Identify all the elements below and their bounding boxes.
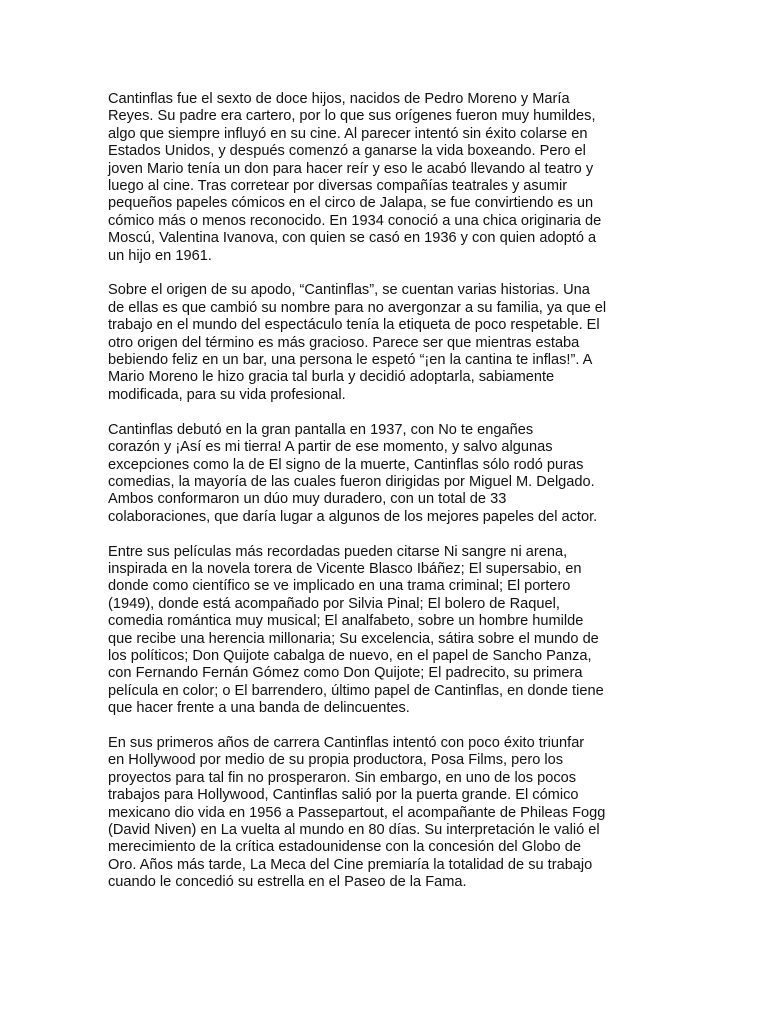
text-line: con Fernando Fernán Gómez como Don Quijote; El padrecito, su primera	[108, 665, 583, 682]
text-line: proyectos para tal fin no prosperaron. Sin embargo, en uno de los pocos	[108, 769, 577, 786]
paragraph-1	[108, 91, 668, 265]
text-line: los políticos; Don Quijote cabalga de nuevo, en el papel de Sancho Panza,	[108, 647, 592, 664]
text-line: Estados Unidos, y después comenzó a ganarse la vida boxeando. Pero el	[108, 143, 586, 160]
text-line: Cantinflas debutó en la gran pantalla en 1937, con No te engañes	[108, 421, 534, 438]
paragraph-2	[108, 282, 668, 404]
text-line: algo que siempre influyó en su cine. Al parecer intentó sin éxito colarse en	[108, 125, 588, 142]
text-line: cuando le concedió su estrella en el Paseo de la Fama.	[108, 874, 467, 891]
text-line: cómico más o menos reconocido. En 1934 conoció a una chica originaria de	[108, 212, 602, 229]
text-line: en Hollywood por medio de su propia productora, Posa Films, pero los	[108, 752, 564, 769]
text-line: Oro. Años más tarde, La Meca del Cine premiaría la totalidad de su trabajo	[108, 856, 593, 873]
text-line: que hacer frente a una banda de delincuentes.	[108, 700, 410, 717]
text-line: comedias, la mayoría de las cuales fueron dirigidas por Miguel M. Delgado.	[108, 473, 595, 490]
text-line: inspirada en la novela torera de Vicente Blasco Ibáñez; El supersabio, en	[108, 560, 582, 577]
text-line: mexicano dio vida en 1956 a Passepartout, el acompañante de Phileas Fogg	[108, 804, 606, 821]
paragraph-3	[108, 422, 668, 526]
text-line: En sus primeros años de carrera Cantinflas intentó con poco éxito triunfar	[108, 734, 585, 751]
text-line: un hijo en 1961.	[108, 247, 212, 264]
text-line: Mario Moreno le hizo gracia tal burla y decidió adoptarla, sabiamente	[108, 369, 555, 386]
text-line: luego al cine. Tras corretear por diversas compañías teatrales y asumir	[108, 178, 568, 195]
text-line: pequeños papeles cómicos en el circo de Jalapa, se fue convirtiendo es un	[108, 195, 594, 212]
document-body	[108, 91, 668, 909]
text-line: Cantinflas fue el sexto de doce hijos, nacidos de Pedro Moreno y María	[108, 91, 570, 107]
text-line: trabajos para Hollywood, Cantinflas salió por la puerta grande. El cómico	[108, 787, 579, 804]
paragraph-5	[108, 735, 668, 892]
text-line: bebiendo feliz en un bar, una persona le espetó “¡en la cantina te inflas!”. A	[108, 352, 593, 369]
text-line: Moscú, Valentina Ivanova, con quien se casó en 1936 y con quien adoptó a	[108, 230, 597, 247]
text-line: donde como científico se ve implicado en una trama criminal; El portero	[108, 578, 571, 595]
text-line: modificada, para su vida profesional.	[108, 386, 346, 403]
text-line: Ambos conformaron un dúo muy duradero, con un total de 33	[108, 491, 507, 508]
text-line: que recibe una herencia millonaria; Su excelencia, sátira sobre el mundo de	[108, 630, 599, 647]
text-line: (1949), donde está acompañado por Silvia Pinal; El bolero de Raquel,	[108, 595, 560, 612]
text-line: merecimiento de la crítica estadounidense con la concesión del Globo de	[108, 839, 581, 856]
text-line: trabajo en el mundo del espectáculo tenía la etiqueta de poco respetable. El	[108, 317, 600, 334]
text-line: Sobre el origen de su apodo, “Cantinflas”, se cuentan varias historias. Una	[108, 282, 590, 299]
text-line: Entre sus películas más recordadas pueden citarse Ni sangre ni arena,	[108, 543, 568, 560]
paragraph-4	[108, 544, 668, 718]
text-line: de ellas es que cambió su nombre para no avergonzar a su familia, ya que el	[108, 299, 607, 316]
text-line: otro origen del término es más gracioso. Parece ser que mientras estaba	[108, 334, 580, 351]
text-line: excepciones como la de El signo de la muerte, Cantinflas sólo rodó puras	[108, 456, 584, 473]
text-line: película en color; o El barrendero, último papel de Cantinflas, en donde tiene	[108, 682, 604, 699]
text-line: Reyes. Su padre era cartero, por lo que sus orígenes fueron muy humildes,	[108, 108, 596, 125]
text-line: comedia romántica muy musical; El analfabeto, sobre un hombre humilde	[108, 613, 584, 630]
text-line: corazón y ¡Así es mi tierra! A partir de ese momento, y salvo algunas	[108, 439, 553, 456]
text-line: colaboraciones, que daría lugar a algunos de los mejores papeles del actor.	[108, 508, 598, 525]
text-line: (David Niven) en La vuelta al mundo en 80 días. Su interpretación le valió el	[108, 822, 600, 838]
text-line: joven Mario tenía un don para hacer reír y eso le acabó llevando al teatro y	[108, 160, 594, 177]
